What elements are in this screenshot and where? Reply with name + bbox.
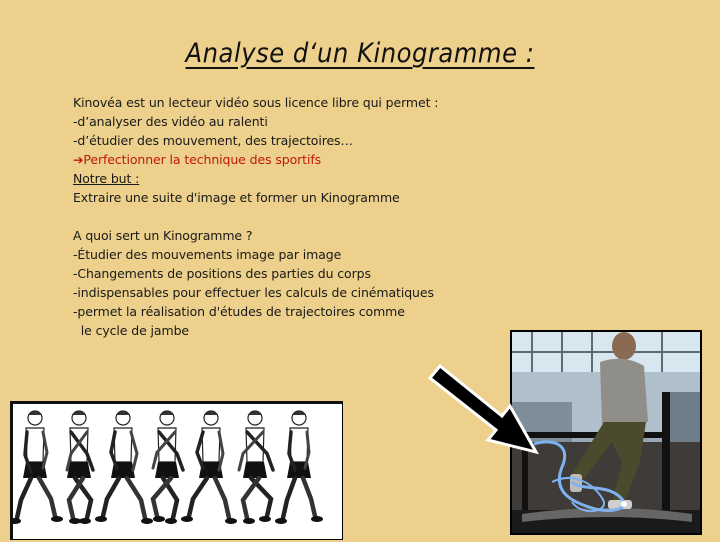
kinogram-figures	[13, 404, 340, 537]
spacer	[73, 207, 438, 226]
bullet-cycle: le cycle de jambe	[73, 323, 189, 338]
runner-figure	[239, 411, 273, 524]
bullet-trajectoires: -permet la réalisation d'études de trajectoires comme	[73, 304, 405, 319]
runner-figure	[181, 411, 237, 524]
goal-heading: Notre but :	[73, 171, 140, 186]
slide-body	[73, 93, 438, 340]
runner-figure	[13, 411, 63, 524]
bullet-etudier: -d’étudier des mouvement, des trajectoires…	[73, 133, 353, 148]
goal-text: Extraire une suite d'image et former un Kinogramme	[73, 190, 400, 205]
pointer-arrow-icon	[424, 360, 544, 460]
intro-line: Kinovéa est un lecteur vidéo sous licence libre qui permet :	[73, 95, 439, 110]
runner-figure	[275, 411, 323, 524]
highlight-text: Perfectionner la technique des sportifs	[83, 152, 322, 167]
runner-figure	[67, 411, 93, 524]
kinogram-image	[10, 401, 343, 540]
bullet-analyse: -d’analyser des vidéo au ralenti	[73, 114, 268, 129]
highlight-line	[73, 150, 438, 169]
runner-figure	[153, 411, 183, 524]
question-heading: A quoi sert un Kinogramme ?	[73, 228, 253, 243]
bullet-calculs: -indispensables pour effectuer les calculs de cinématiques	[73, 285, 434, 300]
runner-figure	[95, 411, 153, 524]
bullet-mouvements: -Étudier des mouvements image par image	[73, 247, 342, 262]
bullet-positions: -Changements de positions des parties du corps	[73, 266, 371, 281]
right-arrow-icon: ➔	[73, 152, 84, 167]
slide-title: Analyse d‘un Kinogramme :	[185, 38, 535, 69]
